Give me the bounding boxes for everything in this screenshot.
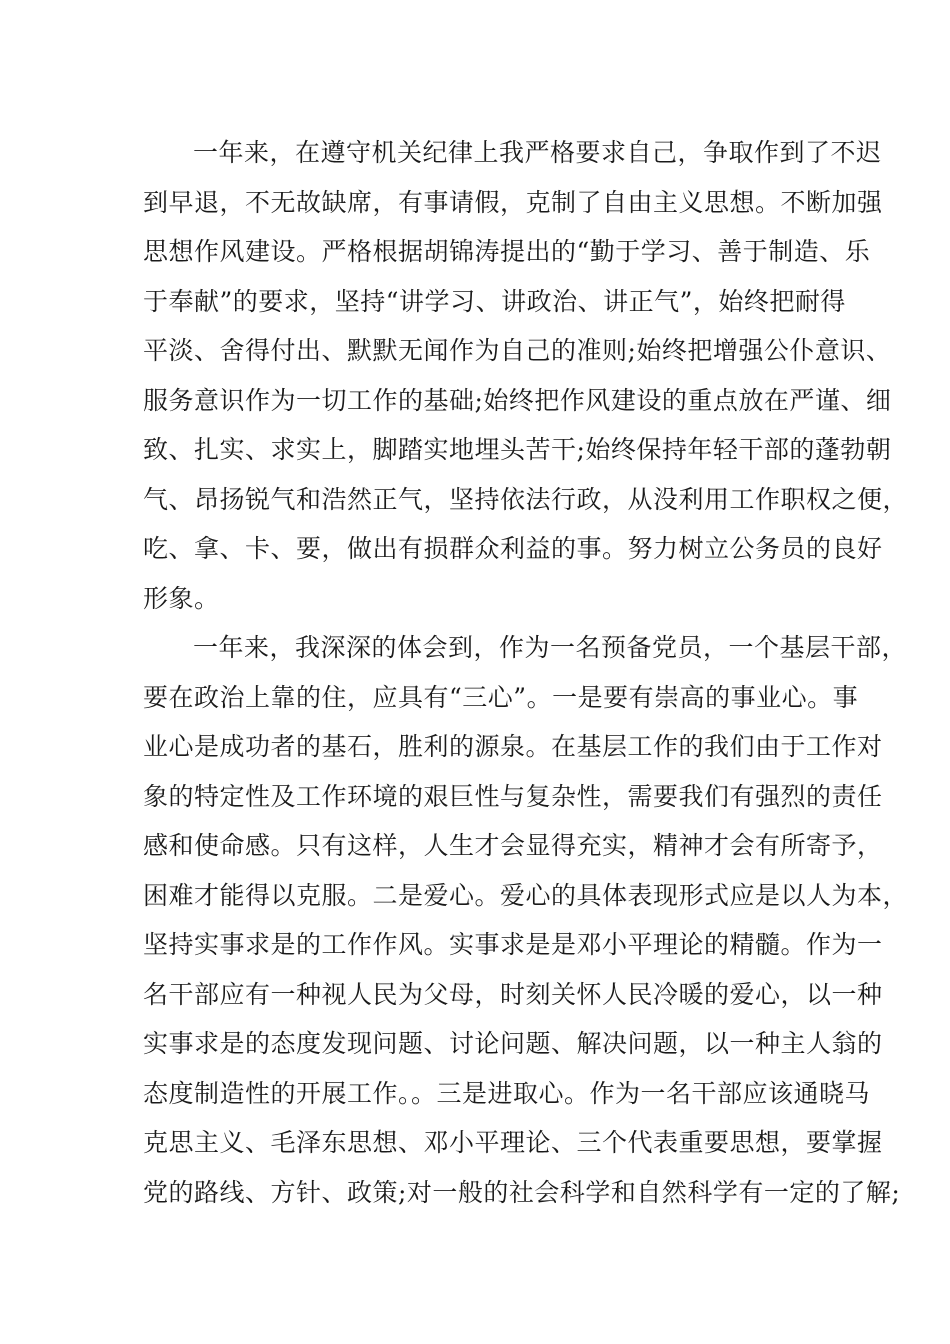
paragraph-1-line: 平淡、舍得付出、默默无闻作为自己的准则;始终把增强公仆意识、 [143,336,892,365]
paragraph-2-line: 态度制造性的开展工作。。三是进取心。作为一名干部应该通晓马 [143,1078,871,1108]
paragraph-2-line: 要在政治上靠的住，应具有“三心”。一是要有崇高的事业心。事 [143,682,859,712]
paragraph-2-line: 坚持实事求是的工作作风。实事求是是邓小平理论的精髓。作为一 [143,930,883,959]
paragraph-2-line: 实事求是的态度发现问题、讨论问题、解决问题，以一种主人翁的 [143,1029,883,1058]
paragraph-2-line: 业心是成功者的基石，胜利的源泉。在基层工作的我们由于工作对 [143,732,883,761]
paragraph-1-line: 气、昂扬锐气和浩然正气，坚持依法行政，从没利用工作职权之便， [143,484,909,514]
paragraph-1-line: 到早退，不无故缺席，有事请假，克制了自由主义思想。不断加强 [143,187,883,217]
paragraph-2-line: 困难才能得以克服。二是爱心。爱心的具体表现形式应是以人为本， [143,880,909,910]
paragraph-1-line: 形象。 [143,583,220,613]
paragraph-2-line: 党的路线、方针、政策;对一般的社会科学和自然科学有一定的了解; [143,1177,901,1207]
paragraph-2-line: 感和使命感。只有这样，人生才会显得充实，精神才会有所寄予， [143,831,883,860]
paragraph-1-line: 服务意识作为一切工作的基础;始终把作风建设的重点放在严谨、细 [143,385,892,415]
paragraph-2-line: 象的特定性及工作环境的艰巨性与复杂性，需要我们有强烈的责任 [143,781,883,811]
paragraph-2-line: 克思主义、毛泽东思想、邓小平理论、三个代表重要思想，要掌握 [143,1128,883,1157]
document-body [143,128,909,1217]
paragraph-2-line: 一年来，我深深的体会到，作为一名预备党员，一个基层干部， [193,633,908,662]
paragraph-1-line: 思想作风建设。严格根据胡锦涛提出的“勤于学习、善于制造、乐 [143,237,871,266]
paragraph-1-line: 吃、拿、卡、要，做出有损群众利益的事。努力树立公务员的良好 [143,534,883,563]
paragraph-1-line: 一年来，在遵守机关纪律上我严格要求自己，争取作到了不迟 [193,138,882,167]
paragraph-2-line: 名干部应有一种视人民为父母，时刻关怀人民冷暖的爱心，以一种 [143,979,883,1009]
paragraph-1-line: 致、扎实、求实上，脚踏实地埋头苦干;始终保持年轻干部的蓬勃朝 [143,435,892,464]
paragraph-1-line: 于奉献”的要求，坚持“讲学习、讲政治、讲正气”，始终把耐得 [143,286,846,316]
